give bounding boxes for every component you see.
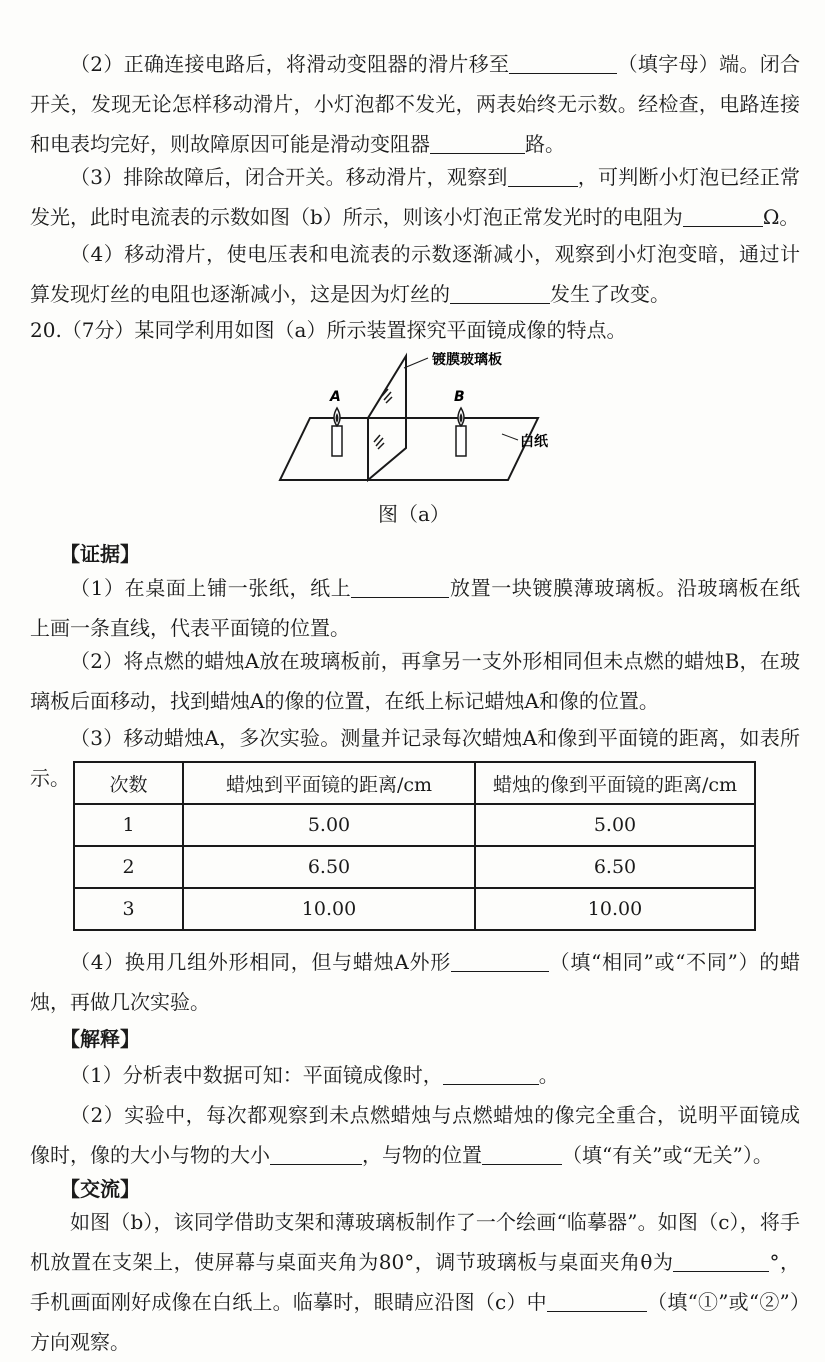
q19-part2-text-b: （填字母）端。闭合开关，发现无论怎样移动滑片，小灯泡都不发光，两表始终无示数。经检查，电路连接和电表均完好，则故障原因可能是滑动变阻器 [30, 52, 801, 156]
table-row [74, 804, 755, 846]
evidence-heading: 【证据】 [60, 542, 140, 566]
evidence-2: （2）将点燃的蜡烛A放在玻璃板前，再拿另一支外形相同但未点燃的蜡烛B，在玻璃板后面移动，找到蜡烛A的像的位置，在纸上标记蜡烛A和像的位置。 [30, 649, 800, 713]
label-glass-plate: 镀膜玻璃板 [432, 352, 502, 368]
explain-2-text-a: （2）实验中，每次都观察到未点燃蜡烛与点燃蜡烛的像完全重合，说明平面镜成像时，像的大小与物的大小 [30, 1103, 800, 1167]
table-cell: 5.00 [183, 804, 475, 846]
table-cell: 1 [74, 804, 183, 846]
label-b: B [454, 389, 465, 405]
q19-part4 [30, 234, 800, 314]
explain-2-text-c: （填“有关”或“无关”）。 [562, 1143, 773, 1167]
exchange-text-c: （填“①”或“②”）方向观察。 [30, 1290, 800, 1354]
glass-leader-line [404, 358, 428, 368]
answer-blank [547, 1289, 647, 1312]
table-row [74, 888, 755, 930]
q20-title: 20.（7分）某同学利用如图（a）所示装置探究平面镜成像的特点。 [30, 318, 627, 342]
exchange-text [30, 1202, 800, 1362]
exchange-text-a: 如图（b），该同学借助支架和薄玻璃板制作了一个绘画“临摹器”。如图（c），将手机放置在支架上，使屏幕与桌面夹角为80°，调节玻璃板与桌面夹角θ为 [30, 1210, 800, 1274]
answer-blank [443, 1062, 539, 1085]
answer-blank [508, 164, 578, 187]
answer-blank [673, 1249, 769, 1272]
evidence-3: （3）移动蜡烛A，多次实验。测量并记录每次蜡烛A和像到平面镜的距离，如表所示。 [30, 726, 800, 790]
q19-part3-text-c: Ω。 [762, 205, 800, 229]
table-header: 蜡烛的像到平面镜的距离/cm [475, 762, 755, 804]
q19-part3-text-a: （3）排除故障后，闭合开关。移动滑片，观察到 [70, 165, 508, 189]
answer-blank [270, 1142, 362, 1165]
candle-a-icon [332, 408, 342, 456]
answer-blank [683, 204, 763, 227]
exchange-heading: 【交流】 [60, 1177, 140, 1201]
evidence-4 [30, 942, 800, 1022]
exchange-text-b: °，手机画面刚好成像在白纸上。临摹时，眼睛应沿图（c）中 [30, 1250, 800, 1314]
answer-blank [482, 1142, 562, 1165]
answer-blank [509, 51, 617, 74]
table-cell: 10.00 [183, 888, 475, 930]
candle-b-icon [456, 408, 466, 456]
evidence-4-text-b: （填“相同”或“不同”）的蜡烛，再做几次实验。 [30, 950, 801, 1014]
evidence-1 [30, 568, 800, 648]
table-cell: 3 [74, 888, 183, 930]
table-cell: 6.50 [183, 846, 475, 888]
answer-blank [351, 575, 449, 598]
figure-a-diagram [270, 352, 570, 492]
answer-blank [451, 949, 549, 972]
distance-table [73, 761, 756, 931]
table-cell: 6.50 [475, 846, 755, 888]
table-cell: 10.00 [475, 888, 755, 930]
evidence-1-text-b: 放置一块镀膜薄玻璃板。沿玻璃板在纸上画一条直线，代表平面镜的位置。 [30, 576, 801, 640]
q19-part2-text-a: （2）正确连接电路后，将滑动变阻器的滑片移至 [70, 52, 510, 76]
table-header: 次数 [74, 762, 183, 804]
paper-leader-line [502, 434, 518, 440]
white-paper-shape [280, 418, 538, 480]
table-header-row [74, 762, 755, 804]
q19-part3-text-b: ，可判断小灯泡已经正常发光，此时电流表的示数如图（b）所示，则该小灯泡正常发光时的电阻为 [30, 165, 800, 229]
label-a: A [330, 389, 341, 405]
q19-part3 [30, 157, 800, 237]
evidence-1-text-a: （1）在桌面上铺一张纸，纸上 [70, 576, 352, 600]
q19-part4-text-a: （4）移动滑片，使电压表和电流表的示数逐渐减小，观察到小灯泡变暗，通过计算发现灯丝的电阻也逐渐减小，这是因为灯丝的 [30, 242, 800, 306]
explain-2 [30, 1095, 800, 1175]
explain-1-text-b: 。 [538, 1063, 559, 1087]
table-cell: 5.00 [475, 804, 755, 846]
table-row [74, 846, 755, 888]
q19-part2 [30, 44, 800, 164]
q19-part2-text-c: 路。 [525, 132, 565, 156]
explain-heading: 【解释】 [60, 1027, 140, 1051]
explain-1-text-a: （1）分析表中数据可知：平面镜成像时， [70, 1063, 443, 1087]
figure-a-caption: 图（a） [378, 502, 450, 526]
q19-part4-text-b: 发生了改变。 [550, 282, 670, 306]
answer-blank [430, 131, 525, 154]
answer-blank [450, 281, 550, 304]
table-cell: 2 [74, 846, 183, 888]
table-header: 蜡烛到平面镜的距离/cm [183, 762, 475, 804]
explain-1 [30, 1055, 800, 1095]
explain-2-text-b: ，与物的位置 [362, 1143, 482, 1167]
label-white-paper: 白纸 [520, 434, 548, 450]
evidence-4-text-a: （4）换用几组外形相同，但与蜡烛A外形 [70, 950, 451, 974]
